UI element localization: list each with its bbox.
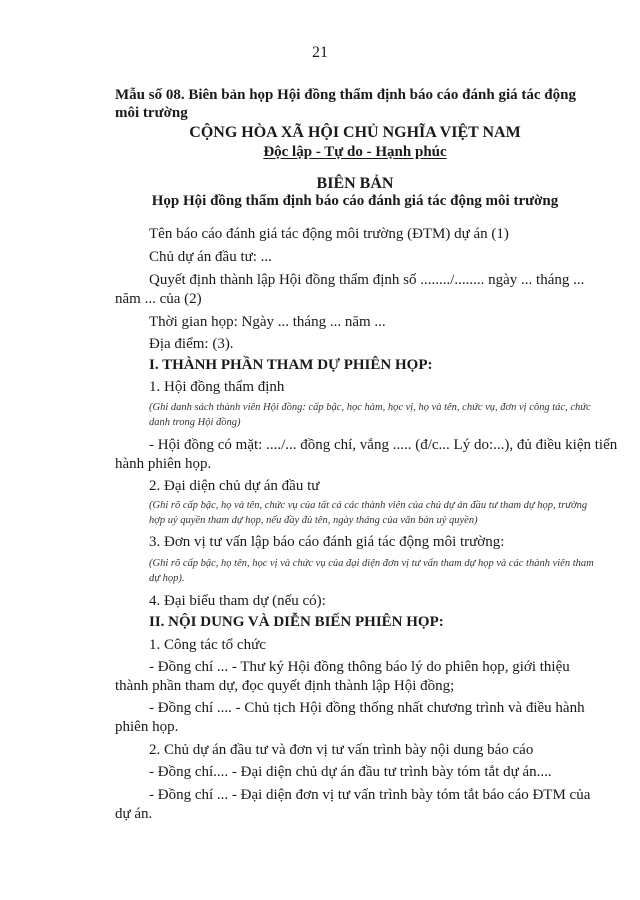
national-name: CỘNG HÒA XÃ HỘI CHỦ NGHĨA VIỆT NAM: [189, 124, 521, 141]
attendance-line-2: hành phiên họp.: [115, 456, 212, 472]
section-1-item-2: 2. Đại diện chủ dự án đầu tư: [149, 478, 320, 494]
section-1-item-1: 1. Hội đồng thẩm định: [149, 379, 285, 395]
section-1-item-3: 3. Đơn vị tư vấn lập báo cáo đánh giá tác động môi trường:: [149, 534, 505, 550]
section-1-note-1: (Ghi danh sách thành viên Hội đồng: cấp bậc, học hàm, học vị, họ và tên, chức vụ, đơn vị công tác, chức danh trong Hội đồng): [149, 402, 591, 428]
owner-presentation-line: - Đồng chí.... - Đại diện chủ dự án đầu tư trình bày tóm tắt dự án....: [149, 764, 552, 780]
section-2-item-1: 1. Công tác tổ chức: [149, 637, 266, 653]
form-title: Mẫu số 08. Biên bản họp Hội đồng thẩm định báo cáo đánh giá tác động môi trường: [115, 87, 576, 121]
document-type: BIÊN BẢN: [316, 175, 394, 192]
attendance-line-1: - Hội đồng có mặt: ..../... đồng chí, vắng ..... (đ/c... Lý do:...), đủ điều kiện tiến: [149, 437, 618, 453]
section-2-heading: II. NỘI DUNG VÀ DIỄN BIẾN PHIÊN HỌP:: [149, 614, 444, 630]
section-1-note-2: (Ghi rõ cấp bậc, họ và tên, chức vụ của tất cả các thành viên của chủ dự án đầu tư tham dự họp, trường hợp uỷ quyền tham dự họp, nếu đầy đủ tên, ngày tháng của văn bản uỷ quyền): [149, 500, 588, 526]
owner-line: Chủ dự án đầu tư: ...: [149, 249, 272, 265]
organization-para-line-1: - Đồng chí ... - Thư ký Hội đồng thông báo lý do phiên họp, giới thiệu: [149, 659, 570, 675]
organization-para-line-2: thành phần tham dự, đọc quyết định thành lập Hội đồng;: [115, 678, 455, 694]
document-subtitle: Họp Hội đồng thẩm định báo cáo đánh giá tác động môi trường: [151, 193, 559, 209]
meeting-place-line: Địa điểm: (3).: [149, 336, 234, 352]
report-name-line: Tên báo cáo đánh giá tác động môi trường (ĐTM) dự án (1): [149, 226, 509, 242]
section-1-note-3: (Ghi rõ cấp bậc, họ tên, học vị và chức vụ của đại diện đơn vị tư vấn tham dự họp và các thành viên tham dự họp).: [149, 558, 594, 584]
section-2-item-2: 2. Chủ dự án đầu tư và đơn vị tư vấn trình bày nội dung báo cáo: [149, 742, 534, 758]
decision-line-2: năm ... của (2): [115, 291, 202, 307]
section-1-heading: I. THÀNH PHẦN THAM DỰ PHIÊN HỌP:: [149, 357, 433, 373]
consultant-para-line-1: - Đồng chí ... - Đại diện đơn vị tư vấn trình bày tóm tắt báo cáo ĐTM của: [149, 787, 591, 803]
meeting-time-line: Thời gian họp: Ngày ... tháng ... năm ...: [149, 314, 386, 330]
page-number: 21: [312, 44, 328, 61]
decision-line-1: Quyết định thành lập Hội đồng thẩm định số ......../........ ngày ... tháng ...: [149, 272, 585, 288]
national-motto: Độc lập - Tự do - Hạnh phúc: [263, 144, 447, 160]
chairman-para-line-1: - Đồng chí .... - Chủ tịch Hội đồng thống nhất chương trình và điều hành: [149, 700, 585, 716]
consultant-para-line-2: dự án.: [115, 806, 153, 822]
chairman-para-line-2: phiên họp.: [115, 719, 179, 735]
section-1-item-4: 4. Đại biểu tham dự (nếu có):: [149, 593, 326, 609]
